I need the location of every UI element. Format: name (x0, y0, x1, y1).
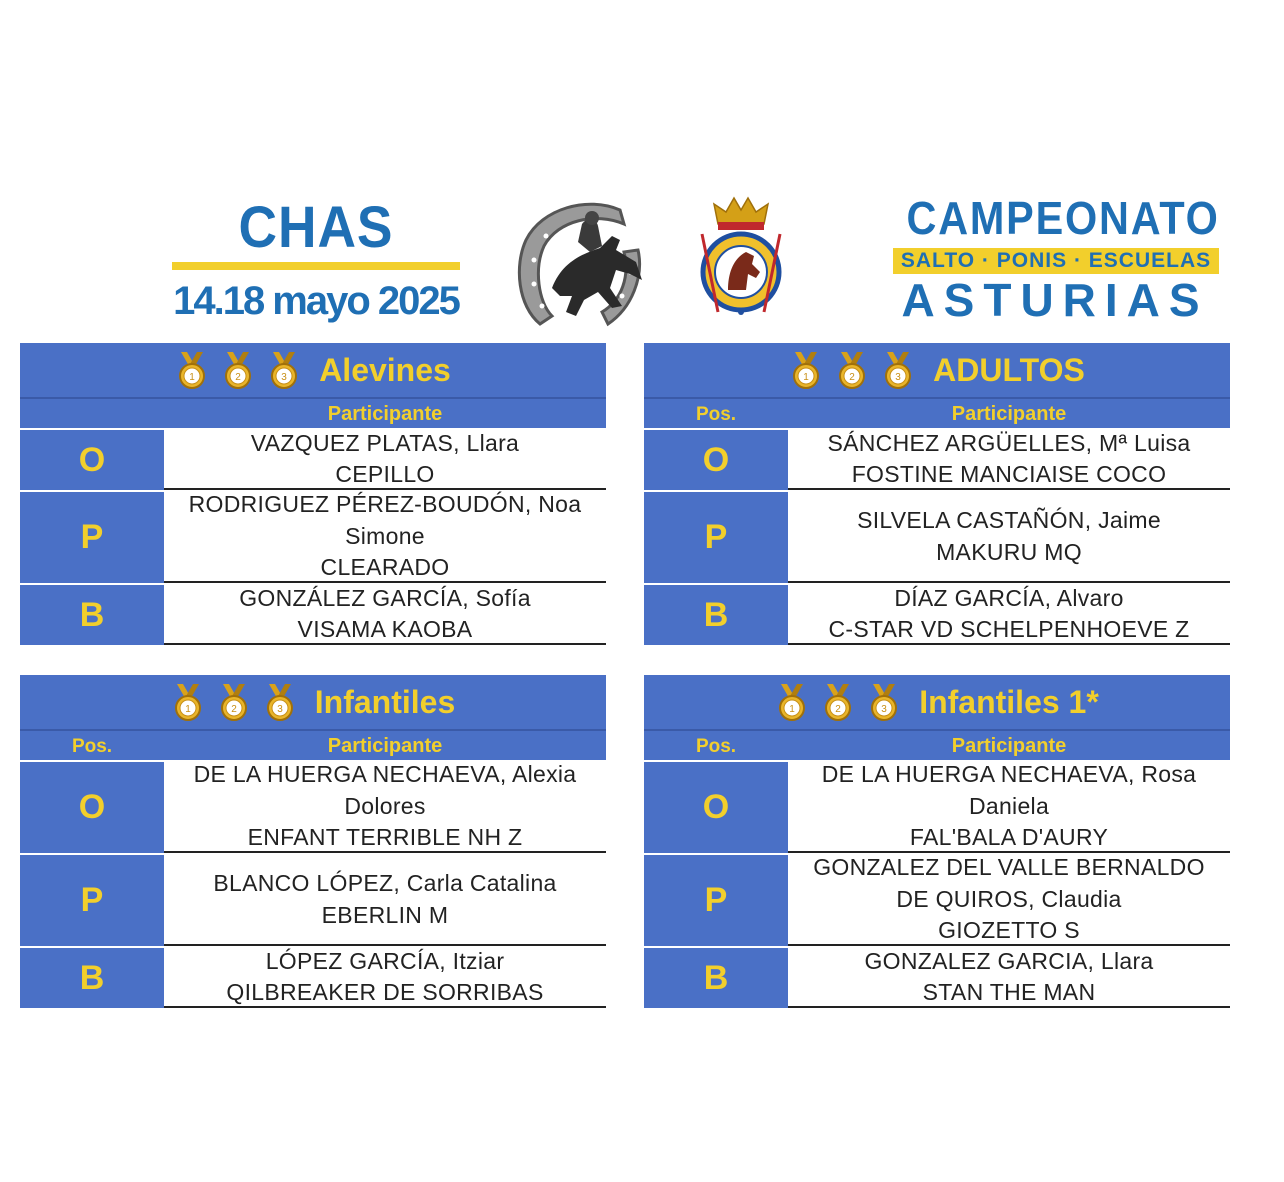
position-cell: O (644, 762, 788, 853)
participant-line: DE QUIROS, Claudia (896, 885, 1122, 912)
table-title-bar (644, 343, 1230, 397)
position-cell: B (644, 585, 788, 645)
championship-title: CAMPEONATO (906, 192, 1220, 244)
participant-line: DE LA HUERGA NECHAEVA, Alexia (193, 761, 577, 788)
medal-1-icon (175, 350, 209, 390)
table-header-row (644, 397, 1230, 428)
position-cell: P (644, 855, 788, 946)
table-title: Infantiles (314, 683, 456, 720)
position-cell: O (644, 430, 788, 490)
position-cell: P (20, 855, 164, 946)
position-cell: B (20, 948, 164, 1008)
participant-line: GONZÁLEZ GARCÍA, Sofía (239, 584, 531, 611)
horseshoe-jumper-logo-icon (512, 196, 654, 332)
table-header-row (644, 729, 1230, 760)
participant-cell (788, 948, 1230, 1008)
championship-subtitle: SALTO · PONIS · ESCUELAS (893, 248, 1219, 274)
svg-text:1: 1 (189, 372, 195, 383)
participant-line: STAN THE MAN (922, 979, 1096, 1005)
pos-header: Pos. (71, 736, 113, 757)
table-row (20, 428, 606, 490)
participant-line: SÁNCHEZ ARGÜELLES, Mª Luisa (827, 429, 1191, 456)
participant-line: VAZQUEZ PLATAS, Llara (250, 429, 520, 456)
participant-cell (164, 948, 606, 1008)
participant-cell (164, 855, 606, 946)
svg-text:2: 2 (849, 372, 855, 383)
participant-line: C-STAR VD SCHELPENHOEVE Z (828, 616, 1190, 642)
participant-cell (164, 430, 606, 490)
table-row (644, 490, 1230, 583)
participant-line: Dolores (344, 792, 426, 819)
results-table-infantiles-1 (644, 675, 1230, 1008)
position-cell: O (20, 762, 164, 853)
participant-line: GONZALEZ DEL VALLE BERNALDO (813, 854, 1205, 881)
table-row (644, 853, 1230, 946)
participant-header: Participante (951, 735, 1067, 757)
participant-cell (788, 855, 1230, 946)
table-title-bar (20, 675, 606, 729)
participant-cell (788, 492, 1230, 583)
participant-header: Participante (951, 403, 1067, 425)
svg-text:1: 1 (789, 704, 795, 715)
participant-line: EBERLIN M (321, 901, 449, 928)
event-header (172, 196, 460, 324)
participant-header: Participante (327, 403, 443, 425)
table-row (20, 760, 606, 853)
participant-line: DE LA HUERGA NECHAEVA, Rosa (821, 761, 1197, 788)
yellow-divider (172, 262, 460, 270)
participant-line: RODRIGUEZ PÉREZ-BOUDÓN, Noa (188, 491, 582, 518)
medal-3-icon (881, 350, 915, 390)
table-title: Infantiles 1* (919, 683, 1099, 720)
medal-2-icon (221, 350, 255, 390)
participant-cell (788, 430, 1230, 490)
svg-text:2: 2 (235, 372, 241, 383)
position-cell: B (20, 585, 164, 645)
participant-line: CEPILLO (335, 461, 435, 487)
participant-cell (164, 585, 606, 645)
position-cell: P (20, 492, 164, 583)
results-table-alevines (20, 343, 606, 645)
svg-text:2: 2 (230, 704, 237, 715)
participant-line: GONZALEZ GARCIA, Llara (864, 947, 1154, 974)
event-name: CHAS (238, 195, 394, 260)
participant-line: ENFANT TERRIBLE NH Z (247, 824, 523, 851)
participant-line: GIOZETTO S (938, 917, 1080, 944)
participant-line: LÓPEZ GARCÍA, Itziar (265, 947, 505, 974)
svg-text:1: 1 (184, 704, 191, 715)
table-title-bar (644, 675, 1230, 729)
participant-cell (164, 492, 606, 583)
participant-line: QILBREAKER DE SORRIBAS (226, 979, 544, 1005)
participant-cell (788, 762, 1230, 853)
medal-1-icon (789, 350, 823, 390)
event-dates: 14.18 mayo 2025 (173, 279, 459, 323)
medal-1-icon (775, 682, 809, 722)
participant-line: BLANCO LÓPEZ, Carla Catalina (213, 870, 557, 896)
participant-line: Simone (345, 522, 425, 549)
table-row (644, 946, 1230, 1008)
participant-line: FOSTINE MANCIAISE COCO (851, 461, 1167, 487)
position-cell: P (644, 492, 788, 583)
participant-line: FAL'BALA D'AURY (909, 824, 1109, 851)
svg-text:3: 3 (881, 704, 887, 715)
federation-crest-icon (694, 194, 788, 322)
participant-header: Participante (327, 735, 443, 757)
medal-3-icon (867, 682, 901, 722)
medal-2-icon (835, 350, 869, 390)
participant-line: VISAMA KAOBA (297, 616, 473, 642)
participant-line: SILVELA CASTAÑÓN, Jaime (857, 507, 1161, 533)
pos-header: Pos. (695, 404, 737, 425)
table-row (644, 428, 1230, 490)
participant-cell (164, 762, 606, 853)
position-cell: B (644, 948, 788, 1008)
participant-line: Daniela (968, 792, 1050, 819)
championship-header (890, 192, 1220, 326)
table-row (644, 760, 1230, 853)
table-row (20, 853, 606, 946)
medal-1-icon (171, 682, 205, 722)
svg-text:3: 3 (276, 704, 283, 715)
table-row (20, 583, 606, 645)
table-header-row (20, 729, 606, 760)
pos-header: Pos. (695, 736, 737, 757)
medal-2-icon (217, 682, 251, 722)
results-table-adultos (644, 343, 1230, 645)
participant-line: DÍAZ GARCÍA, Alvaro (894, 584, 1124, 611)
medal-2-icon (821, 682, 855, 722)
svg-text:1: 1 (803, 372, 809, 383)
championship-region: ASTURIAS (901, 274, 1209, 326)
participant-line: MAKURU MQ (936, 538, 1082, 565)
table-title: ADULTOS (933, 351, 1085, 388)
table-row (20, 946, 606, 1008)
table-row (644, 583, 1230, 645)
position-cell: O (20, 430, 164, 490)
results-table-infantiles (20, 675, 606, 1008)
table-header-row (20, 397, 606, 428)
participant-cell (788, 585, 1230, 645)
svg-text:2: 2 (835, 704, 841, 715)
table-title: Alevines (319, 351, 451, 388)
medal-3-icon (263, 682, 297, 722)
medal-3-icon (267, 350, 301, 390)
svg-text:3: 3 (895, 372, 901, 383)
svg-text:3: 3 (281, 372, 287, 383)
pos-header (20, 399, 164, 428)
participant-line: CLEARADO (320, 554, 450, 581)
table-row (20, 490, 606, 583)
table-title-bar (20, 343, 606, 397)
